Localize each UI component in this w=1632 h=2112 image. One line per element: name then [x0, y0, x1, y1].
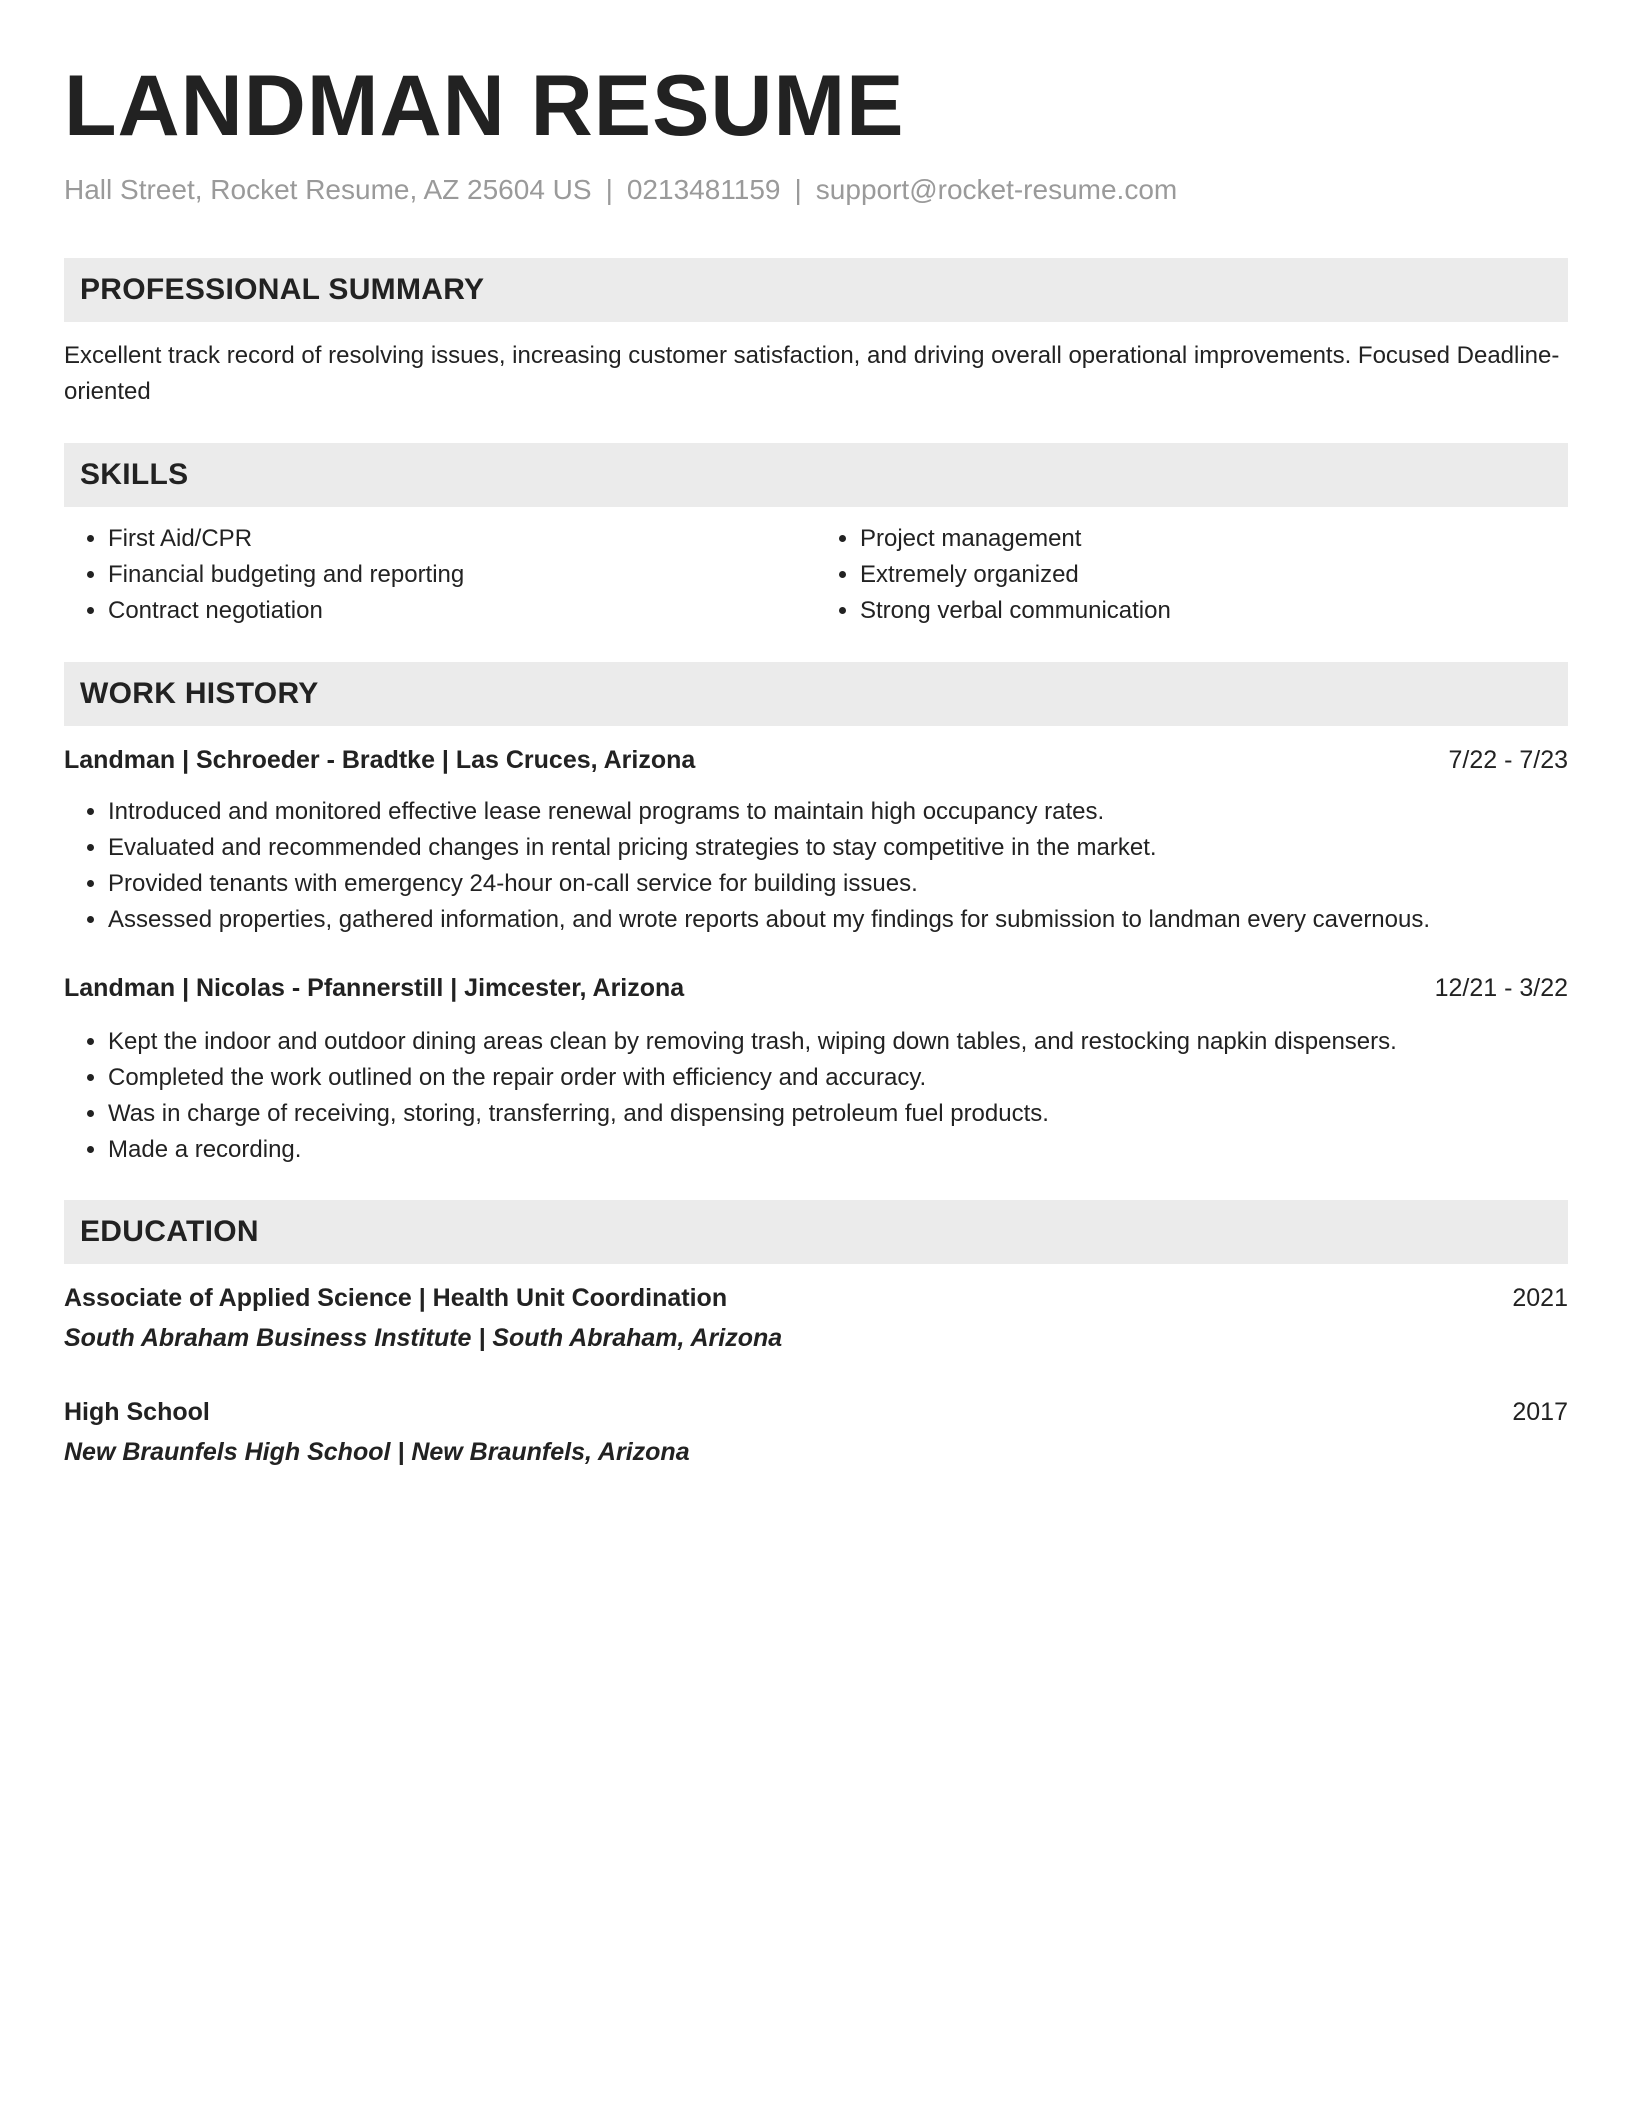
- job-bullet: • Was in charge of receiving, storing, transferring, and dispensing petroleum fuel products.: [108, 1096, 1568, 1132]
- section-header-skills: SKILLS: [64, 443, 1568, 507]
- skills-column-left: [64, 521, 816, 629]
- job-entry: [64, 742, 1568, 938]
- contact-email: support@rocket-resume.com: [815, 174, 1178, 205]
- contact-phone: 0213481159: [626, 174, 781, 205]
- job-title: Landman | Nicolas - Pfannerstill | Jimcester, Arizona: [64, 974, 685, 1002]
- job-bullet: • Introduced and monitored effective lease renewal programs to maintain high occupancy rates.: [108, 794, 1568, 830]
- job-dates: 12/21 - 3/22: [1434, 974, 1568, 1002]
- contact-address: Hall Street, Rocket Resume, AZ 25604 US: [64, 174, 592, 205]
- skill-item: • First Aid/CPR: [108, 521, 816, 557]
- education-degree: High School: [64, 1398, 210, 1426]
- education-entry: [64, 1394, 1568, 1470]
- job-bullet: • Kept the indoor and outdoor dining areas clean by removing trash, wiping down tables, and restocking napkin dispensers.: [108, 1024, 1568, 1060]
- summary-text: Excellent track record of resolving issues, increasing customer satisfaction, and driving overall operational improvements. Focused Deadline-oriented: [64, 342, 1560, 405]
- section-header-education: EDUCATION: [64, 1200, 1568, 1264]
- job-bullet: • Made a recording.: [108, 1132, 1568, 1168]
- skills-list: [64, 521, 1568, 629]
- section-header-summary: PROFESSIONAL SUMMARY: [64, 258, 1568, 322]
- job-bullet: • Evaluated and recommended changes in rental pricing strategies to stay competitive in the market.: [108, 830, 1568, 866]
- skill-item: • Extremely organized: [860, 557, 1568, 593]
- job-bullet: • Completed the work outlined on the repair order with efficiency and accuracy.: [108, 1060, 1568, 1096]
- job-entry: [64, 970, 1568, 1168]
- resume-title: LANDMAN RESUME: [64, 58, 905, 154]
- education-degree: Associate of Applied Science | Health Unit Coordination: [64, 1284, 728, 1312]
- education-school: New Braunfels High School | New Braunfels, Arizona: [64, 1438, 690, 1466]
- education-year: 2017: [1512, 1398, 1568, 1426]
- contact-line: [64, 172, 1568, 208]
- job-bullet: • Provided tenants with emergency 24-hour on-call service for building issues.: [108, 866, 1568, 902]
- education-header: [64, 1394, 1568, 1430]
- job-header: [64, 742, 1568, 778]
- contact-separator: |: [605, 174, 613, 205]
- education-entry: [64, 1280, 1568, 1356]
- job-dates: 7/22 - 7/23: [1448, 746, 1568, 774]
- job-bullets: [64, 794, 1568, 938]
- skill-item: • Project management: [860, 521, 1568, 557]
- job-bullets: [64, 1024, 1568, 1168]
- job-header: [64, 970, 1568, 1006]
- education-year: 2021: [1512, 1284, 1568, 1312]
- skill-item: • Financial budgeting and reporting: [108, 557, 816, 593]
- education-school: South Abraham Business Institute | South Abraham, Arizona: [64, 1324, 783, 1352]
- skill-item: • Strong verbal communication: [860, 593, 1568, 629]
- contact-separator: |: [794, 174, 802, 205]
- job-title: Landman | Schroeder - Bradtke | Las Cruces, Arizona: [64, 746, 696, 774]
- skill-item: • Contract negotiation: [108, 593, 816, 629]
- section-header-work-history: WORK HISTORY: [64, 662, 1568, 726]
- job-bullet: • Assessed properties, gathered information, and wrote reports about my findings for submission to landman every cavernous.: [108, 902, 1568, 938]
- education-header: [64, 1280, 1568, 1316]
- skills-column-right: [816, 521, 1568, 629]
